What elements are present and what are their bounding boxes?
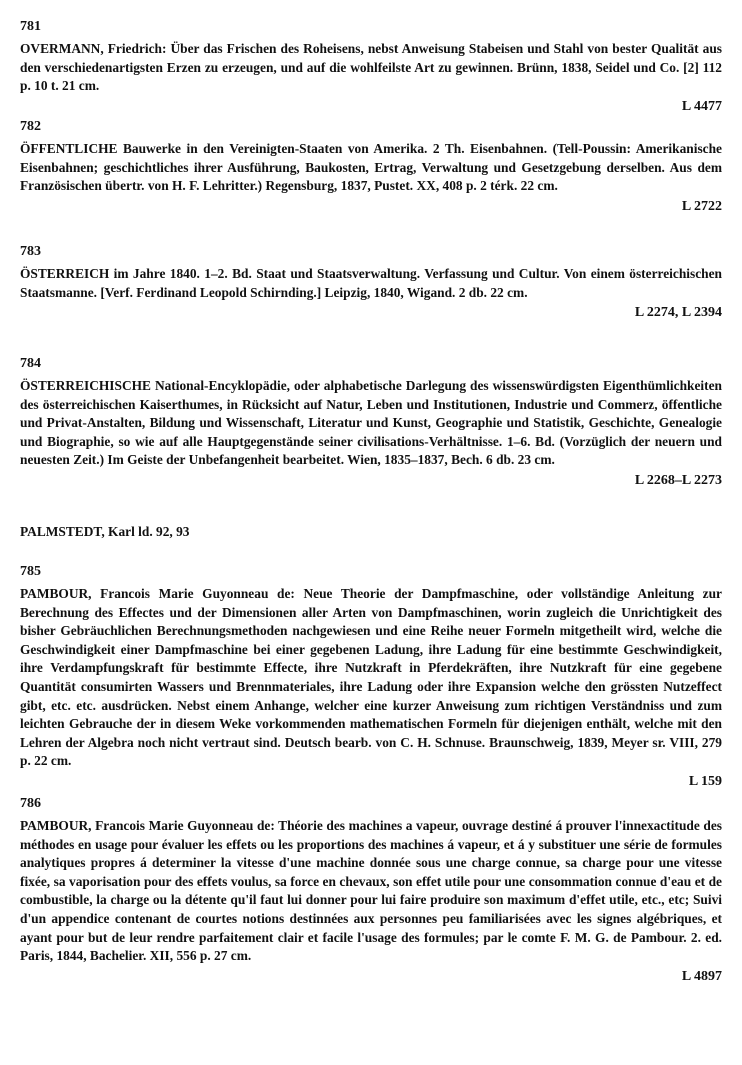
entry-text: PAMBOUR, Francois Marie Guyonneau de: Théorie des machines a vapeur, ouvrage destiné á prouver l'innexactitude des méthodes en usage pour évaluer les effets ou les proportions des machines á vapeur, et á y substituer une série de formules analytiques propres á determiner la vitesse d'une machine donnée sous une charge connue, sa charge pour une vitesse fixée, sa vaporisation pour des effets voulus, sa force en chevaux, son effet utile pour une consommation connue d'eau et de combustible, la charge ou la détente qu'il faut lui donner pour lui faire produire son maximum d'effet utile, etc., etc; Suivi d'un appendice contenant de courtes notions destinnées aux personnes peu familiarisées avec les signes algébriques, et ayant pour but de leur rendre parfaitement clair et facile l'usage des formules; par le comte F. M. G. de Pambour. 2. ed. Paris, 1844, Bachelier. XII, 556 p. 27 cm. xyxy=(20,818,722,964)
entry-number: 784 xyxy=(20,356,41,371)
entry-number: 781 xyxy=(20,19,41,34)
entry-reference: L 159 xyxy=(688,773,722,789)
catalog-entry-785 xyxy=(20,563,722,795)
catalog-entry-782 xyxy=(20,118,722,243)
catalog-entry-783 xyxy=(20,243,722,355)
entry-text: OVERMANN, Friedrich: Über das Frischen des Roheisens, nebst Anweisung Stabeisen und Stahl von bester Qualität aus den verschiedenartigsten Erzen zu erzeugen, und auf die wohlfeilste Art zu gewinnen. Brünn, 1838, Seidel und Co. [2] 112 p. 10 t. 21 cm. xyxy=(20,41,722,94)
entry-reference: L 2722 xyxy=(681,198,722,214)
entry-text: PAMBOUR, Francois Marie Guyonneau de: Neue Theorie der Dampfmaschine, oder vollständige Anleitung zur Berechnung des Effectes und der Dimensionen aller Arten von Dampfmaschinen, worin zugleich die Unrichtigkeit des bisher Gebräuchlichen Berechnungsmethoden nachgewiesen und eine Reihe neuer Formeln mitgetheilt wird, welche die Geschwindigkeit einer Dampfmaschine bei einer gegebenen Ladung, ihre Ladung für eine bestimmte Geschwindigkeit, ihre Verdampfungskraft für bestimmte Effecte, ihre Nutzkraft in Pferdekräften, ihre Nutzkraft für eine gegebene Quantität consumirten Wassers und Brennmateriales, ihre Ladung oder ihre Expansion welche den grössten Nutzeffect gibt, etc. etc. ausdrücken. Nebst einem Anhange, welcher eine kurzer Anweisung zum richtigen Verständniss und zum leichten Gebrauche der in diesem Weke vorkommenden mathematischen Formeln für diejenigen enthält, welche mit den Lehren der Algebra noch nicht vertraut sind. Deutsch bearb. von C. H. Schnuse. Braunschweig, 1839, Meyer sr. VIII, 279 p. 22 cm. xyxy=(20,586,722,769)
catalog-entry-781 xyxy=(20,18,722,118)
entry-reference: L 2268–L 2273 xyxy=(634,472,722,488)
catalog-page xyxy=(20,18,722,1065)
entry-reference: L 4477 xyxy=(681,98,722,114)
catalog-entry-786 xyxy=(20,795,722,1065)
cross-reference-entry xyxy=(20,523,722,563)
entry-text: ÖSTERREICHISCHE National-Encyklopädie, oder alphabetische Darlegung des wissenswürdigsten Eigenthümlichkeiten des österreichischen Kaiserthumes, in Rücksicht auf Natur, Leben und Institutionen, Industrie und Commerz, öffentliche und Privat-Anstalten, Bildung und Wissenschaft, Literatur und Kunst, Geographie und Statistik, Geschichte, Genealogie und Biographie, so wie auf alle Hauptgegenstände seiner civilisations-Verhältnisse. 1–6. Bd. (Vorzüglich der neuern und neuesten Zeit.) Im Geiste der Unbefangenheit bearbeitet. Wien, 1835–1837, Bech. 6 db. 23 cm. xyxy=(20,378,722,468)
cross-reference-text: PALMSTEDT, Karl ld. 92, 93 xyxy=(20,524,190,539)
catalog-entry-784 xyxy=(20,355,722,523)
entry-number: 785 xyxy=(20,564,41,579)
entry-text: ÖFFENTLICHE Bauwerke in den Vereinigten-Staaten von Amerika. 2 Th. Eisenbahnen. (Tell-Poussin: Amerikanische Eisenbahnen; geschichtliches ihrer Ausführung, Baukosten, Ertrag, Verwaltung und Gesetzgebung derselben. Aus dem Französischen übertr. von H. F. Lehritter.) Regensburg, 1837, Pustet. XX, 408 p. 2 térk. 22 cm. xyxy=(20,141,722,194)
entry-reference: L 4897 xyxy=(681,968,722,984)
entry-number: 782 xyxy=(20,119,41,134)
entry-reference: L 2274, L 2394 xyxy=(634,305,722,321)
entry-text: ÖSTERREICH im Jahre 1840. 1–2. Bd. Staat und Staatsverwaltung. Verfassung und Cultur. Von einem österreichischen Staatsmanne. [Verf. Ferdinand Leopold Schirnding.] Leipzig, 1840, Wigand. 2 db. 22 cm. xyxy=(20,266,722,300)
entry-number: 783 xyxy=(20,244,41,259)
entry-number: 786 xyxy=(20,796,41,811)
